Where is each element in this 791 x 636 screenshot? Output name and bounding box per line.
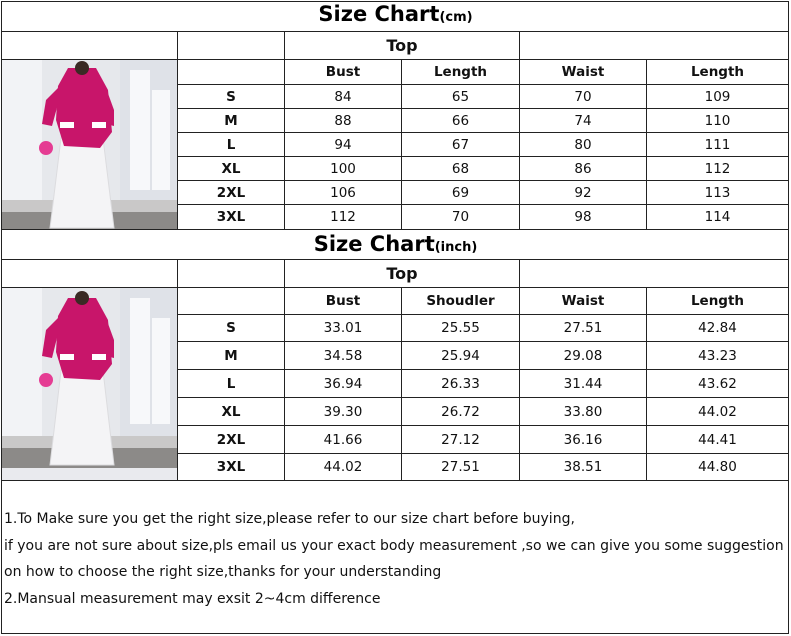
table-cell: 70 [520, 85, 647, 109]
table-cell: 74 [520, 109, 647, 133]
table-cell: 112 [285, 205, 402, 230]
cm-chart-title: Size Chart(cm) [318, 2, 473, 26]
size-label: M [178, 109, 285, 133]
table-cell: 44.80 [647, 454, 789, 481]
table-cell: 33.01 [285, 315, 402, 342]
col-header: Bust [285, 60, 402, 85]
table-cell: 33.80 [520, 398, 647, 426]
table-cell: 27.51 [520, 315, 647, 342]
inch-group-label: Top [285, 260, 520, 288]
size-label: 3XL [178, 454, 285, 481]
table-cell: 25.55 [402, 315, 520, 342]
size-label: L [178, 133, 285, 157]
size-label: XL [178, 398, 285, 426]
table-cell: 88 [285, 109, 402, 133]
size-label: 2XL [178, 426, 285, 454]
table-cell: 27.12 [402, 426, 520, 454]
note-line: 1.To Make sure you get the right size,please refer to our size chart before buying, [4, 511, 575, 527]
table-cell: 110 [647, 109, 789, 133]
table-cell: 106 [285, 181, 402, 205]
table-cell: 39.30 [285, 398, 402, 426]
col-header: Length [402, 60, 520, 85]
table-cell: 112 [647, 157, 789, 181]
col-header: Shoudler [402, 288, 520, 315]
table-cell: 69 [402, 181, 520, 205]
table-cell: 26.72 [402, 398, 520, 426]
table-cell: 92 [520, 181, 647, 205]
table-cell: 42.84 [647, 315, 789, 342]
size-label: 2XL [178, 181, 285, 205]
cm-group-label: Top [285, 32, 520, 60]
empty-cell [520, 32, 789, 60]
empty-cell [178, 60, 285, 85]
model-photo-image [2, 60, 177, 230]
col-header: Length [647, 288, 789, 315]
product-photo [2, 60, 178, 230]
table-cell: 86 [520, 157, 647, 181]
note-line: on how to choose the right size,thanks for your understanding [4, 564, 442, 580]
note-line: if you are not sure about size,pls email us your exact body measurement ,so we can give you some suggestion [4, 537, 784, 554]
table-cell: 114 [647, 205, 789, 230]
table-cell: 111 [647, 133, 789, 157]
cm-size-table [1, 31, 789, 230]
table-cell: 27.51 [402, 454, 520, 481]
table-cell: 80 [520, 133, 647, 157]
col-header: Waist [520, 288, 647, 315]
empty-cell [2, 260, 178, 288]
notes-section [4, 506, 789, 612]
size-label: S [178, 315, 285, 342]
table-cell: 84 [285, 85, 402, 109]
note-line: 2.Mansual measurement may exsit 2~4cm difference [4, 590, 381, 607]
table-cell: 34.58 [285, 342, 402, 370]
size-label: M [178, 342, 285, 370]
table-cell: 68 [402, 157, 520, 181]
size-label: 3XL [178, 205, 285, 230]
table-cell: 31.44 [520, 370, 647, 398]
table-cell: 36.16 [520, 426, 647, 454]
table-cell: 29.08 [520, 342, 647, 370]
table-cell: 36.94 [285, 370, 402, 398]
inch-size-table [1, 259, 789, 481]
table-cell: 98 [520, 205, 647, 230]
table-cell: 94 [285, 133, 402, 157]
table-cell: 100 [285, 157, 402, 181]
col-header: Length [647, 60, 789, 85]
table-cell: 44.41 [647, 426, 789, 454]
empty-cell [2, 32, 178, 60]
table-cell: 43.62 [647, 370, 789, 398]
empty-cell [178, 260, 285, 288]
table-cell: 26.33 [402, 370, 520, 398]
product-photo [2, 288, 178, 481]
table-cell: 65 [402, 85, 520, 109]
table-cell: 113 [647, 181, 789, 205]
model-photo-image [2, 288, 177, 468]
table-cell: 66 [402, 109, 520, 133]
table-cell: 41.66 [285, 426, 402, 454]
table-cell: 109 [647, 85, 789, 109]
empty-cell [520, 260, 789, 288]
table-cell: 44.02 [647, 398, 789, 426]
table-cell: 25.94 [402, 342, 520, 370]
table-cell: 67 [402, 133, 520, 157]
col-header: Waist [520, 60, 647, 85]
size-label: L [178, 370, 285, 398]
table-cell: 44.02 [285, 454, 402, 481]
size-label: S [178, 85, 285, 109]
col-header: Bust [285, 288, 402, 315]
size-label: XL [178, 157, 285, 181]
table-cell: 43.23 [647, 342, 789, 370]
inch-chart-title: Size Chart(inch) [313, 232, 478, 256]
empty-cell [178, 32, 285, 60]
table-cell: 70 [402, 205, 520, 230]
empty-cell [178, 288, 285, 315]
table-cell: 38.51 [520, 454, 647, 481]
